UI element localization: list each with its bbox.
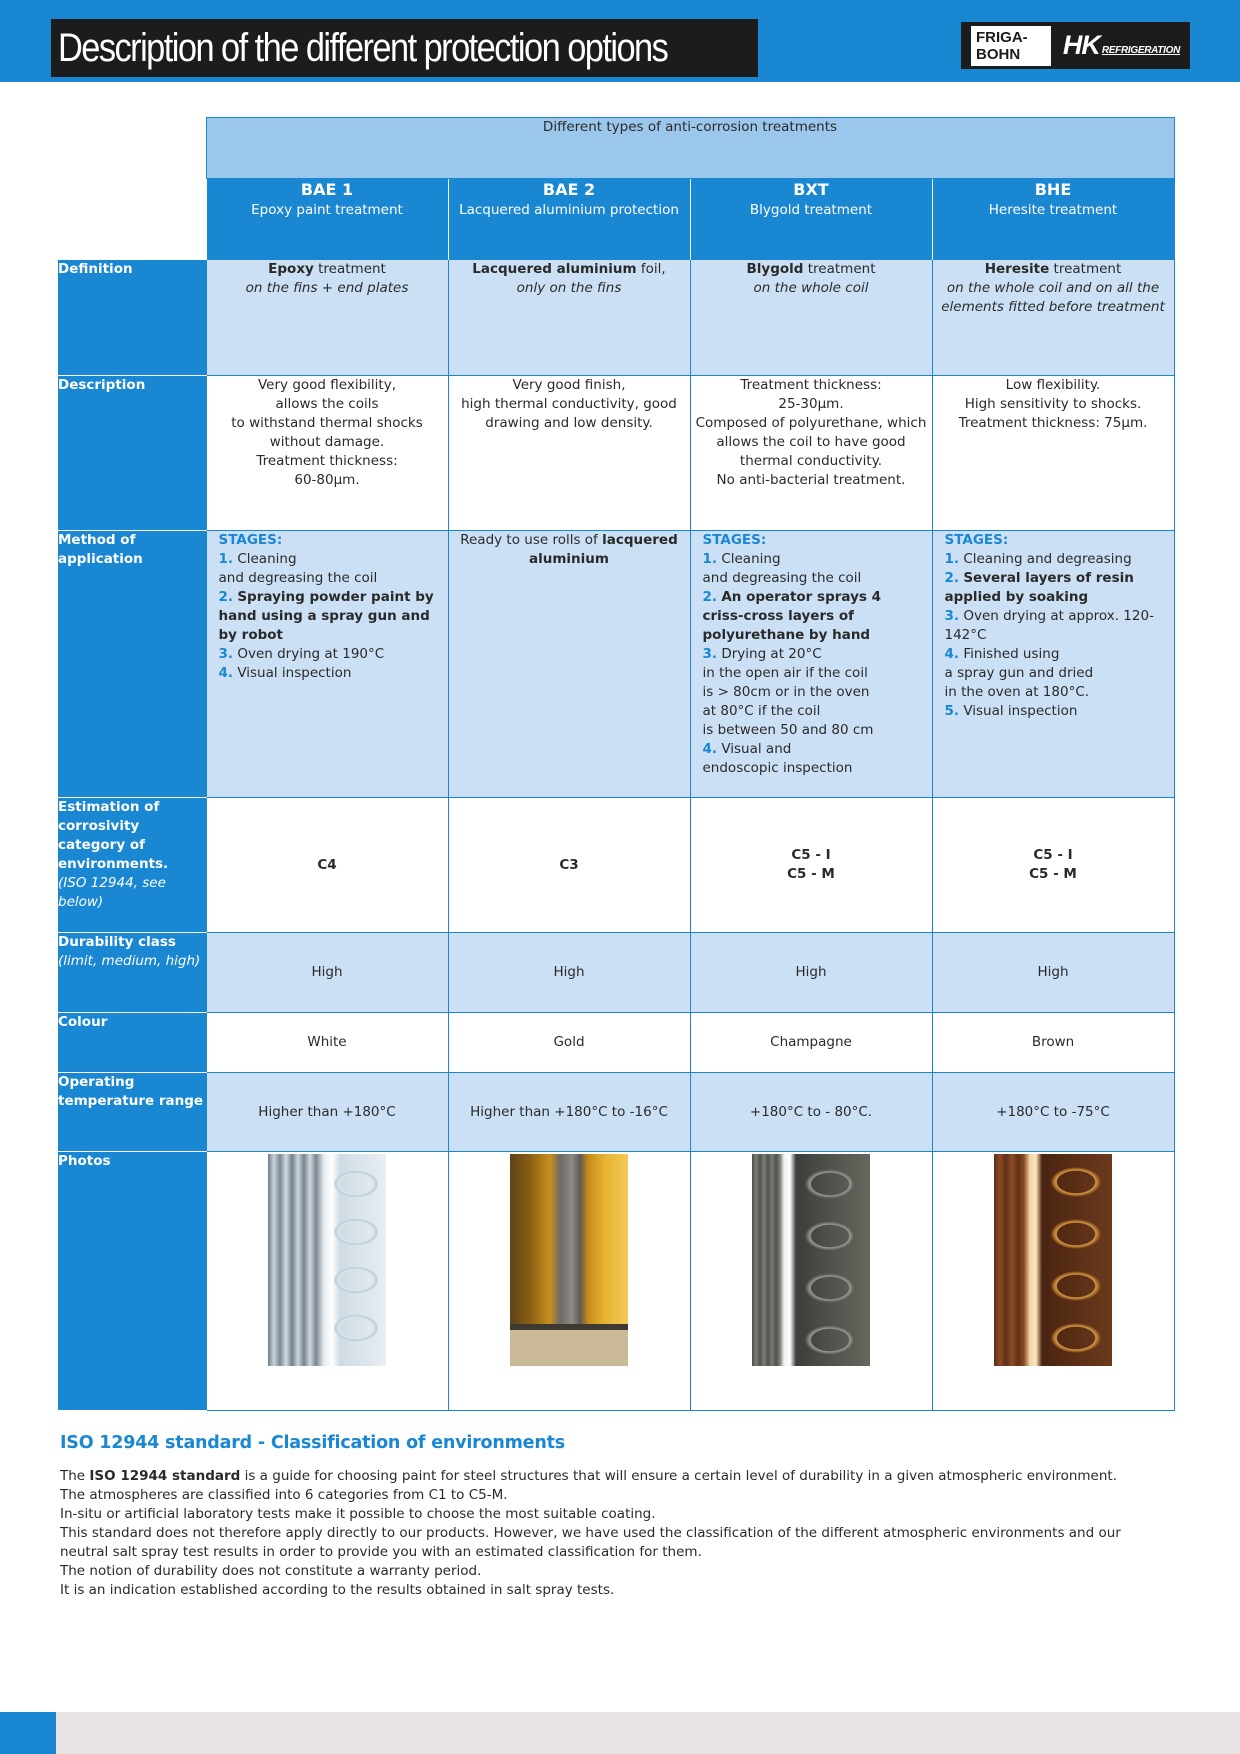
photo-cell-bae1 [206,1152,448,1411]
stage-text: Cleaning and degreasing [963,551,1132,567]
stage-text: Visual and [721,741,792,757]
definition-cell-bxt [690,260,932,376]
description-line: 60-80µm. [294,472,360,488]
description-cell-bhe [932,376,1174,531]
stage-2: 2. Spraying powder paint by hand using a spray gun and by robot [218,589,434,643]
iso-text: is a guide for choosing paint for steel structures that will ensure a certain level of durability in a given atmospheric environment. [240,1468,1117,1484]
definition-bold: Blygold [746,261,804,277]
stage-text: in the oven at 180°C. [944,684,1090,700]
footer-accent [0,1712,56,1754]
stage-text: is > 80cm or in the oven [702,684,870,700]
temperature-cell-bxt: +180°C to - 80°C. [690,1073,932,1152]
stage-4: 4. Finished using [944,646,1060,662]
stage-3: 3. Oven drying at 190°C [218,646,385,662]
table-corner-2 [58,179,206,260]
row-label-text: Durability class [58,934,176,950]
column-code: BHE [1034,180,1072,199]
page-title: Description of the different protection options [58,26,668,70]
corrosivity-category: C5 - I [1033,847,1073,863]
protection-options-table [58,117,1175,1411]
durability-cell-bhe: High [932,933,1174,1013]
logo-refrigeration: REFRIGERATION [1101,45,1180,56]
temperature-cell-bhe: +180°C to -75°C [932,1073,1174,1152]
definition-bold: Epoxy [268,261,314,277]
definition-scope: on the whole coil and on all the elements fitted before treatment [941,280,1165,315]
stage-1: 1. Cleaning and degreasing [944,551,1132,567]
corrosivity-category: C5 - I [791,847,831,863]
table-row-definition [58,260,1174,376]
row-label-note: (ISO 12944, see below) [58,875,166,910]
column-name: Lacquered aluminium protection [459,202,679,218]
definition-cell-bae1 [206,260,448,376]
photo-cell-bhe [932,1152,1174,1411]
stage-1: 1. Cleaning [702,551,781,567]
colour-cell-bae2: Gold [448,1013,690,1073]
brand-logo [961,22,1190,69]
column-header-bxt [690,179,932,260]
description-line: No anti-bacterial treatment. [716,472,906,488]
colour-cell-bhe: Brown [932,1013,1174,1073]
stage-text: Spraying powder paint by hand using a spray gun and by robot [218,589,434,643]
definition-scope: only on the fins [516,280,622,296]
colour-cell-bae1: White [206,1013,448,1073]
coil-photo-heresite [994,1154,1112,1366]
table-top-header: Different types of anti-corrosion treatments [206,118,1174,179]
definition-scope: on the fins + end plates [245,280,409,296]
row-label-photos: Photos [58,1152,206,1411]
definition-text: treatment [1049,261,1122,277]
stage-4: 4. Visual inspection [218,665,352,681]
description-line: High sensitivity to shocks. [964,396,1142,412]
column-name: Blygold treatment [749,202,873,218]
iso-text: The [60,1468,90,1484]
table-top-header-row [58,118,1174,179]
definition-text: foil, [636,261,666,277]
corrosivity-category: C5 - M [1029,866,1077,882]
description-line: Low flexibility. [1005,377,1101,393]
table-row-durability [58,933,1174,1013]
stages-label: STAGES: [218,532,283,548]
description-line: to withstand thermal shocks [231,415,423,431]
method-text-bold: lacquered aluminium [529,532,678,567]
stage-text: Finished using [963,646,1060,662]
corrosivity-category: C4 [317,856,337,873]
stage-1: 1. Cleaning [218,551,297,567]
description-line: high thermal conductivity, good drawing and low density. [461,396,677,431]
description-line: without damage. [269,434,385,450]
description-line: Treatment thickness: [256,453,398,469]
stage-3: 3. Oven drying at approx. 120-142°C [944,608,1154,643]
definition-scope: on the whole coil [753,280,869,296]
corrosivity-category: C5 - M [787,866,835,882]
stage-text: a spray gun and dried [944,665,1094,681]
iso-section-title: ISO 12944 standard - Classification of environments [60,1433,565,1453]
stage-text: endoscopic inspection [702,760,853,776]
stage-text: Visual inspection [237,665,352,681]
description-cell-bxt [690,376,932,531]
row-label-method: Method of application [58,531,206,798]
logo-hk: HK [1062,30,1100,60]
definition-cell-bhe [932,260,1174,376]
stage-text: is between 50 and 80 cm [702,722,874,738]
stages-label: STAGES: [944,532,1009,548]
durability-cell-bxt: High [690,933,932,1013]
method-cell-bae1 [206,531,448,798]
description-line: Treatment thickness: [740,377,882,393]
stage-2: 2. Several layers of resin applied by soaking [944,570,1134,605]
table-row-photos [58,1152,1174,1411]
iso-text-bold: ISO 12944 standard [89,1468,241,1484]
corrosivity-cell-bxt [690,798,932,933]
definition-text: treatment [803,261,876,277]
method-cell-bhe [932,531,1174,798]
stage-4: 4. Visual and [702,741,792,757]
table-corner [58,118,206,179]
row-label-note: (limit, medium, high) [58,953,201,969]
logo-friga-bohn: FRIGA-BOHN [971,26,1051,66]
corrosivity-category: C3 [559,856,579,873]
photo-cell-bxt [690,1152,932,1411]
temperature-cell-bae2: Higher than +180°C to -16°C [448,1073,690,1152]
iso-paragraph: The notion of durability does not constitute a warranty period. [60,1563,482,1579]
column-code: BXT [793,180,829,199]
column-header-bae2 [448,179,690,260]
stage-text: and degreasing the coil [702,570,862,586]
row-label-temperature: Operating temperature range [58,1073,206,1152]
row-label-description: Description [58,376,206,531]
stage-2: 2. An operator sprays 4 criss-cross layers of polyurethane by hand [702,589,882,643]
iso-section-body [60,1467,1170,1600]
description-line: Very good flexibility, [258,377,396,393]
description-line: Treatment thickness: 75µm. [958,415,1148,431]
table-row-corrosivity [58,798,1174,933]
method-cell-bxt [690,531,932,798]
column-name: Heresite treatment [988,202,1118,218]
colour-cell-bxt: Champagne [690,1013,932,1073]
description-cell-bae2 [448,376,690,531]
description-cell-bae1 [206,376,448,531]
page-title-box [51,19,758,77]
row-label-text: Estimation of corrosivity category of environments. [58,799,169,872]
method-cell-bae2 [448,531,690,798]
stages-label: STAGES: [702,532,767,548]
iso-paragraph: The atmospheres are classified into 6 categories from C1 to C5-M. [60,1487,508,1503]
row-label-durability [58,933,206,1013]
stage-text: Drying at 20°C [721,646,822,662]
description-line: allows the coils [275,396,379,412]
stage-text: Cleaning [721,551,781,567]
description-line: 25-30µm. [778,396,844,412]
table-row-colour [58,1013,1174,1073]
definition-cell-bae2 [448,260,690,376]
table-row-temperature [58,1073,1174,1152]
column-header-bae1 [206,179,448,260]
row-label-corrosivity [58,798,206,933]
corrosivity-cell-bae1 [206,798,448,933]
stage-text: An operator sprays 4 criss-cross layers of polyurethane by hand [702,589,882,643]
column-code: BAE 1 [300,180,354,199]
stage-3: 3. Drying at 20°C [702,646,822,662]
iso-paragraph [60,1467,1170,1486]
definition-bold: Heresite [984,261,1050,277]
table-column-header-row [58,179,1174,260]
column-header-bhe [932,179,1174,260]
column-code: BAE 2 [542,180,596,199]
stage-text: Several layers of resin applied by soaking [944,570,1134,605]
stage-text: at 80°C if the coil [702,703,821,719]
footer-bar [0,1712,1240,1754]
description-line: Very good finish, [512,377,626,393]
definition-bold: Lacquered aluminium [472,261,637,277]
column-name: Epoxy paint treatment [251,202,403,218]
coil-photo-epoxy [268,1154,386,1366]
iso-paragraph: In-situ or artificial laboratory tests make it possible to choose the most suitable coating. [60,1506,656,1522]
temperature-cell-bae1: Higher than +180°C [206,1073,448,1152]
table-row-description [58,376,1174,531]
coil-photo-lacquered-aluminium [510,1154,628,1366]
description-line: Composed of polyurethane, which allows the coil to have good thermal conductivity. [695,415,927,469]
stage-text: Oven drying at 190°C [237,646,385,662]
iso-paragraph: It is an indication established according to the results obtained in salt spray tests. [60,1582,615,1598]
table-row-method [58,531,1174,798]
stage-text: in the open air if the coil [702,665,868,681]
durability-cell-bae1: High [206,933,448,1013]
row-label-colour: Colour [58,1013,206,1073]
corrosivity-cell-bhe [932,798,1174,933]
stage-5: 5. Visual inspection [944,703,1078,719]
stage-text: Oven drying at approx. 120-142°C [944,608,1154,643]
stage-text: Cleaning [237,551,297,567]
photo-cell-bae2 [448,1152,690,1411]
stage-text: and degreasing the coil [218,570,378,586]
durability-cell-bae2: High [448,933,690,1013]
corrosivity-cell-bae2 [448,798,690,933]
method-text: Ready to use rolls of [460,532,603,548]
stage-text: Visual inspection [963,703,1078,719]
row-label-definition: Definition [58,260,206,376]
iso-paragraph: This standard does not therefore apply directly to our products. However, we have used the classification of the different atmospheric environments and our neutral salt spray test results in order to provide you with an estimated classification for them. [60,1525,1121,1560]
definition-text: treatment [313,261,386,277]
coil-photo-blygold [752,1154,870,1366]
